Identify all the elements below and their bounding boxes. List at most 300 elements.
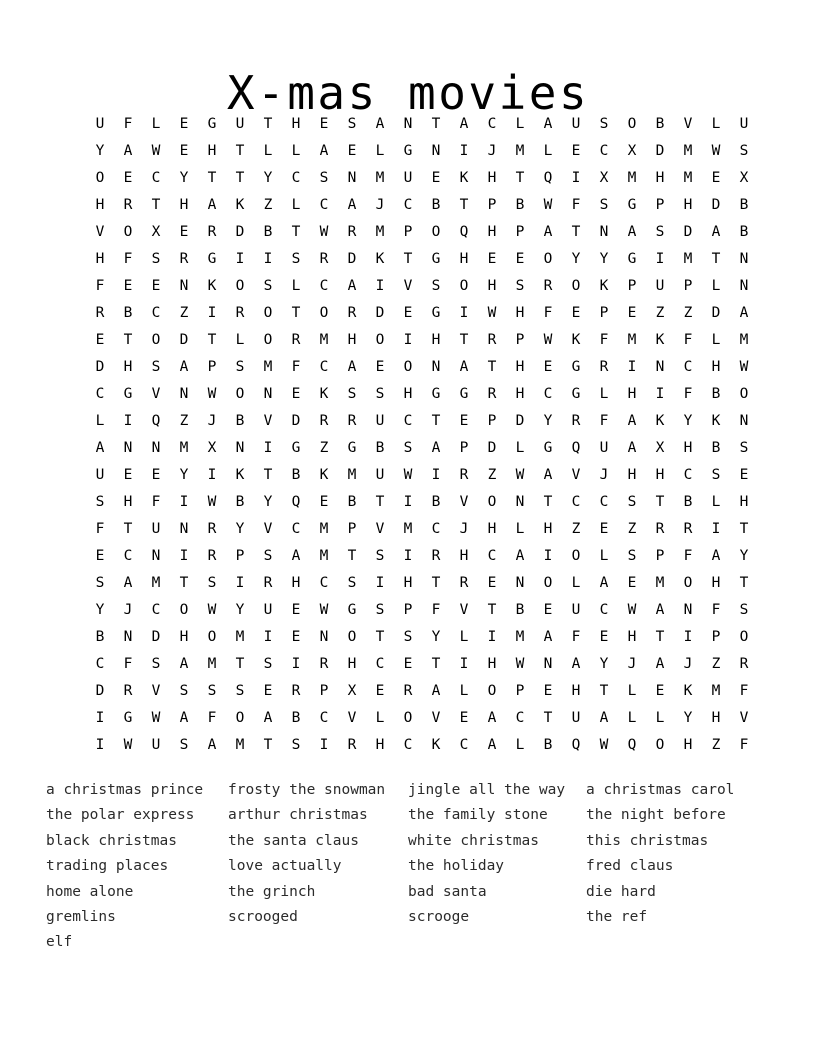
- word-list-item[interactable]: trading places: [46, 858, 169, 875]
- puzzle-cell[interactable]: D: [375, 305, 385, 321]
- puzzle-cell[interactable]: S: [599, 116, 609, 132]
- puzzle-cell[interactable]: S: [375, 386, 385, 402]
- puzzle-cell[interactable]: S: [655, 224, 665, 240]
- puzzle-cell[interactable]: S: [263, 656, 273, 672]
- puzzle-cell[interactable]: H: [403, 575, 413, 591]
- word-list-item[interactable]: a christmas prince: [46, 782, 204, 798]
- puzzle-cell[interactable]: A: [599, 710, 609, 726]
- puzzle-cell[interactable]: L: [515, 737, 525, 753]
- puzzle-cell[interactable]: I: [179, 548, 189, 564]
- puzzle-cell[interactable]: B: [515, 197, 525, 213]
- puzzle-cell[interactable]: A: [571, 656, 581, 672]
- puzzle-cell[interactable]: B: [431, 197, 441, 213]
- puzzle-cell[interactable]: T: [487, 602, 497, 618]
- puzzle-cell[interactable]: W: [403, 467, 413, 483]
- puzzle-cell[interactable]: F: [683, 548, 693, 564]
- puzzle-cell[interactable]: D: [683, 224, 693, 240]
- puzzle-cell[interactable]: M: [319, 521, 329, 537]
- puzzle-cell[interactable]: S: [151, 359, 161, 375]
- puzzle-cell[interactable]: N: [235, 440, 245, 456]
- puzzle-cell[interactable]: X: [151, 224, 161, 240]
- puzzle-cell[interactable]: L: [571, 575, 581, 591]
- puzzle-cell[interactable]: E: [431, 170, 441, 186]
- puzzle-cell[interactable]: I: [235, 251, 245, 267]
- puzzle-cell[interactable]: I: [403, 548, 413, 564]
- puzzle-cell[interactable]: S: [375, 602, 385, 618]
- puzzle-cell[interactable]: R: [123, 197, 133, 213]
- puzzle-cell[interactable]: Y: [683, 710, 693, 726]
- puzzle-cell[interactable]: W: [627, 602, 637, 618]
- puzzle-cell[interactable]: R: [347, 305, 357, 321]
- puzzle-cell[interactable]: L: [515, 116, 525, 132]
- puzzle-cell[interactable]: F: [291, 359, 301, 375]
- puzzle-cell[interactable]: R: [235, 305, 245, 321]
- puzzle-cell[interactable]: F: [571, 197, 581, 213]
- puzzle-cell[interactable]: T: [207, 332, 217, 348]
- puzzle-cell[interactable]: K: [235, 197, 245, 213]
- puzzle-cell[interactable]: H: [487, 278, 497, 294]
- puzzle-cell[interactable]: U: [571, 710, 581, 726]
- puzzle-cell[interactable]: U: [403, 170, 413, 186]
- puzzle-cell[interactable]: R: [571, 413, 581, 429]
- puzzle-cell[interactable]: S: [291, 251, 301, 267]
- puzzle-cell[interactable]: Y: [543, 413, 553, 429]
- puzzle-cell[interactable]: S: [403, 629, 413, 645]
- puzzle-cell[interactable]: H: [403, 386, 413, 402]
- puzzle-cell[interactable]: W: [543, 332, 553, 348]
- puzzle-cell[interactable]: H: [655, 170, 665, 186]
- puzzle-cell[interactable]: T: [235, 143, 245, 159]
- word-list-item[interactable]: the santa claus: [228, 832, 359, 849]
- puzzle-cell[interactable]: C: [319, 575, 329, 591]
- puzzle-cell[interactable]: R: [739, 656, 749, 672]
- puzzle-cell[interactable]: S: [263, 548, 273, 564]
- puzzle-cell[interactable]: E: [571, 305, 581, 321]
- puzzle-cell[interactable]: C: [319, 359, 329, 375]
- puzzle-cell[interactable]: M: [263, 359, 273, 375]
- puzzle-cell[interactable]: A: [179, 710, 189, 726]
- puzzle-cell[interactable]: O: [571, 278, 581, 294]
- puzzle-cell[interactable]: T: [263, 737, 273, 753]
- puzzle-cell[interactable]: T: [431, 116, 441, 132]
- puzzle-cell[interactable]: E: [291, 602, 301, 618]
- puzzle-cell[interactable]: R: [655, 521, 665, 537]
- puzzle-cell[interactable]: F: [207, 710, 217, 726]
- puzzle-cell[interactable]: J: [207, 413, 217, 429]
- puzzle-cell[interactable]: W: [543, 197, 553, 213]
- puzzle-cell[interactable]: R: [207, 521, 217, 537]
- puzzle-cell[interactable]: U: [739, 116, 749, 132]
- puzzle-cell[interactable]: T: [431, 656, 441, 672]
- puzzle-cell[interactable]: A: [179, 656, 189, 672]
- puzzle-cell[interactable]: E: [291, 386, 301, 402]
- word-list-item[interactable]: the polar express: [46, 807, 195, 824]
- puzzle-cell[interactable]: A: [207, 197, 217, 213]
- word-list-item[interactable]: gremlins: [46, 908, 116, 925]
- puzzle-cell[interactable]: Q: [543, 170, 553, 186]
- puzzle-cell[interactable]: Y: [95, 602, 105, 618]
- puzzle-cell[interactable]: I: [627, 359, 637, 375]
- puzzle-cell[interactable]: O: [403, 359, 413, 375]
- puzzle-cell[interactable]: K: [375, 251, 385, 267]
- puzzle-cell[interactable]: C: [403, 413, 413, 429]
- puzzle-cell[interactable]: H: [515, 305, 525, 321]
- puzzle-cell[interactable]: N: [123, 440, 133, 456]
- puzzle-cell[interactable]: E: [95, 548, 105, 564]
- puzzle-cell[interactable]: R: [487, 386, 497, 402]
- puzzle-cell[interactable]: H: [627, 467, 637, 483]
- puzzle-cell[interactable]: M: [711, 683, 721, 699]
- puzzle-cell[interactable]: I: [403, 494, 413, 510]
- puzzle-cell[interactable]: A: [347, 197, 357, 213]
- puzzle-cell[interactable]: H: [515, 359, 525, 375]
- puzzle-cell[interactable]: Y: [179, 467, 189, 483]
- word-list-item[interactable]: the family stone: [408, 807, 548, 824]
- puzzle-cell[interactable]: C: [151, 305, 161, 321]
- puzzle-cell[interactable]: C: [403, 197, 413, 213]
- puzzle-cell[interactable]: K: [599, 278, 609, 294]
- puzzle-cell[interactable]: J: [123, 602, 133, 618]
- puzzle-cell[interactable]: X: [347, 683, 357, 699]
- puzzle-cell[interactable]: Z: [571, 521, 581, 537]
- puzzle-cell[interactable]: L: [711, 494, 721, 510]
- puzzle-cell[interactable]: P: [207, 359, 217, 375]
- puzzle-cell[interactable]: D: [95, 683, 105, 699]
- word-list-item[interactable]: the grinch: [228, 883, 316, 900]
- puzzle-cell[interactable]: H: [291, 116, 301, 132]
- word-list-item[interactable]: arthur christmas: [228, 807, 368, 824]
- puzzle-cell[interactable]: U: [571, 602, 581, 618]
- puzzle-cell[interactable]: A: [543, 467, 553, 483]
- puzzle-cell[interactable]: G: [123, 710, 133, 726]
- puzzle-cell[interactable]: C: [487, 116, 497, 132]
- puzzle-cell[interactable]: Z: [263, 197, 273, 213]
- puzzle-cell[interactable]: R: [599, 359, 609, 375]
- puzzle-cell[interactable]: Z: [683, 305, 693, 321]
- puzzle-cell[interactable]: W: [319, 224, 329, 240]
- word-list-item[interactable]: bad santa: [408, 883, 487, 900]
- puzzle-cell[interactable]: M: [151, 575, 161, 591]
- puzzle-cell[interactable]: L: [599, 386, 609, 402]
- puzzle-cell[interactable]: I: [431, 467, 441, 483]
- puzzle-cell[interactable]: H: [627, 386, 637, 402]
- puzzle-cell[interactable]: R: [207, 548, 217, 564]
- puzzle-cell[interactable]: Y: [179, 170, 189, 186]
- puzzle-cell[interactable]: B: [235, 494, 245, 510]
- puzzle-cell[interactable]: E: [179, 116, 189, 132]
- puzzle-cell[interactable]: A: [739, 305, 749, 321]
- word-list-item[interactable]: the holiday: [408, 858, 505, 875]
- puzzle-cell[interactable]: X: [739, 170, 749, 186]
- puzzle-cell[interactable]: M: [403, 521, 413, 537]
- puzzle-cell[interactable]: O: [487, 494, 497, 510]
- puzzle-cell[interactable]: A: [543, 116, 553, 132]
- puzzle-cell[interactable]: E: [95, 332, 105, 348]
- puzzle-cell[interactable]: N: [515, 494, 525, 510]
- puzzle-cell[interactable]: H: [459, 251, 469, 267]
- puzzle-cell[interactable]: S: [207, 575, 217, 591]
- puzzle-cell[interactable]: O: [543, 575, 553, 591]
- puzzle-cell[interactable]: A: [179, 359, 189, 375]
- puzzle-cell[interactable]: F: [95, 521, 105, 537]
- puzzle-cell[interactable]: A: [347, 278, 357, 294]
- puzzle-cell[interactable]: H: [683, 440, 693, 456]
- puzzle-cell[interactable]: N: [151, 548, 161, 564]
- puzzle-cell[interactable]: V: [263, 521, 273, 537]
- puzzle-cell[interactable]: W: [207, 494, 217, 510]
- puzzle-cell[interactable]: C: [431, 521, 441, 537]
- puzzle-cell[interactable]: C: [599, 143, 609, 159]
- puzzle-cell[interactable]: E: [459, 710, 469, 726]
- puzzle-cell[interactable]: T: [235, 170, 245, 186]
- puzzle-cell[interactable]: P: [235, 548, 245, 564]
- puzzle-cell[interactable]: B: [655, 116, 665, 132]
- puzzle-cell[interactable]: G: [571, 359, 581, 375]
- puzzle-cell[interactable]: N: [151, 440, 161, 456]
- puzzle-cell[interactable]: C: [459, 737, 469, 753]
- puzzle-cell[interactable]: O: [123, 224, 133, 240]
- puzzle-cell[interactable]: I: [683, 629, 693, 645]
- puzzle-cell[interactable]: O: [319, 305, 329, 321]
- puzzle-cell[interactable]: N: [431, 359, 441, 375]
- puzzle-cell[interactable]: G: [207, 251, 217, 267]
- puzzle-cell[interactable]: F: [683, 386, 693, 402]
- puzzle-cell[interactable]: T: [207, 170, 217, 186]
- puzzle-cell[interactable]: W: [515, 467, 525, 483]
- puzzle-cell[interactable]: A: [599, 575, 609, 591]
- puzzle-cell[interactable]: L: [375, 143, 385, 159]
- puzzle-cell[interactable]: L: [599, 548, 609, 564]
- puzzle-cell[interactable]: B: [543, 737, 553, 753]
- puzzle-cell[interactable]: R: [487, 332, 497, 348]
- puzzle-cell[interactable]: T: [235, 656, 245, 672]
- puzzle-cell[interactable]: H: [711, 359, 721, 375]
- puzzle-cell[interactable]: G: [123, 386, 133, 402]
- puzzle-cell[interactable]: O: [487, 683, 497, 699]
- puzzle-cell[interactable]: S: [375, 548, 385, 564]
- puzzle-cell[interactable]: R: [319, 656, 329, 672]
- word-list-item[interactable]: jingle all the way: [408, 782, 566, 798]
- puzzle-cell[interactable]: G: [627, 251, 637, 267]
- puzzle-cell[interactable]: B: [123, 305, 133, 321]
- puzzle-cell[interactable]: M: [739, 332, 749, 348]
- puzzle-cell[interactable]: D: [655, 143, 665, 159]
- puzzle-cell[interactable]: B: [739, 224, 749, 240]
- puzzle-cell[interactable]: K: [319, 467, 329, 483]
- puzzle-cell[interactable]: D: [291, 413, 301, 429]
- puzzle-cell[interactable]: O: [263, 332, 273, 348]
- puzzle-cell[interactable]: T: [179, 575, 189, 591]
- puzzle-cell[interactable]: I: [459, 143, 469, 159]
- puzzle-cell[interactable]: Y: [599, 251, 609, 267]
- puzzle-cell[interactable]: N: [263, 386, 273, 402]
- puzzle-cell[interactable]: I: [263, 251, 273, 267]
- puzzle-cell[interactable]: W: [515, 656, 525, 672]
- puzzle-cell[interactable]: O: [571, 548, 581, 564]
- puzzle-cell[interactable]: N: [515, 575, 525, 591]
- puzzle-cell[interactable]: Z: [179, 305, 189, 321]
- puzzle-cell[interactable]: E: [739, 467, 749, 483]
- puzzle-cell[interactable]: S: [179, 737, 189, 753]
- puzzle-cell[interactable]: W: [151, 710, 161, 726]
- puzzle-cell[interactable]: H: [207, 143, 217, 159]
- puzzle-cell[interactable]: I: [459, 305, 469, 321]
- puzzle-cell[interactable]: E: [375, 683, 385, 699]
- puzzle-cell[interactable]: S: [235, 683, 245, 699]
- puzzle-cell[interactable]: E: [543, 683, 553, 699]
- puzzle-cell[interactable]: F: [123, 656, 133, 672]
- puzzle-cell[interactable]: M: [235, 629, 245, 645]
- puzzle-cell[interactable]: A: [431, 440, 441, 456]
- puzzle-cell[interactable]: E: [291, 629, 301, 645]
- puzzle-cell[interactable]: W: [599, 737, 609, 753]
- puzzle-cell[interactable]: A: [487, 737, 497, 753]
- puzzle-cell[interactable]: W: [739, 359, 749, 375]
- puzzle-cell[interactable]: O: [459, 278, 469, 294]
- puzzle-cell[interactable]: V: [459, 602, 469, 618]
- word-list-item[interactable]: home alone: [46, 883, 134, 900]
- puzzle-cell[interactable]: C: [403, 737, 413, 753]
- puzzle-cell[interactable]: H: [179, 197, 189, 213]
- puzzle-cell[interactable]: B: [263, 224, 273, 240]
- puzzle-cell[interactable]: J: [627, 656, 637, 672]
- puzzle-cell[interactable]: R: [319, 413, 329, 429]
- word-list-item[interactable]: love actually: [228, 858, 342, 875]
- puzzle-cell[interactable]: M: [207, 656, 217, 672]
- word-list-item[interactable]: scrooged: [228, 908, 298, 925]
- puzzle-cell[interactable]: T: [263, 116, 273, 132]
- puzzle-cell[interactable]: W: [123, 737, 133, 753]
- puzzle-cell[interactable]: I: [711, 521, 721, 537]
- puzzle-cell[interactable]: O: [207, 629, 217, 645]
- puzzle-cell[interactable]: E: [543, 359, 553, 375]
- puzzle-cell[interactable]: E: [627, 575, 637, 591]
- puzzle-cell[interactable]: G: [459, 386, 469, 402]
- puzzle-cell[interactable]: C: [291, 521, 301, 537]
- puzzle-cell[interactable]: N: [683, 602, 693, 618]
- puzzle-cell[interactable]: T: [291, 224, 301, 240]
- puzzle-cell[interactable]: G: [431, 386, 441, 402]
- puzzle-cell[interactable]: S: [739, 143, 749, 159]
- puzzle-cell[interactable]: A: [627, 413, 637, 429]
- puzzle-cell[interactable]: C: [319, 197, 329, 213]
- puzzle-cell[interactable]: M: [683, 143, 693, 159]
- puzzle-cell[interactable]: E: [151, 467, 161, 483]
- puzzle-cell[interactable]: I: [655, 251, 665, 267]
- puzzle-cell[interactable]: F: [123, 251, 133, 267]
- puzzle-cell[interactable]: O: [739, 629, 749, 645]
- puzzle-cell[interactable]: S: [347, 116, 357, 132]
- puzzle-cell[interactable]: I: [263, 440, 273, 456]
- puzzle-cell[interactable]: O: [347, 629, 357, 645]
- puzzle-cell[interactable]: E: [179, 224, 189, 240]
- puzzle-cell[interactable]: S: [431, 278, 441, 294]
- puzzle-cell[interactable]: N: [431, 143, 441, 159]
- puzzle-cell[interactable]: H: [487, 656, 497, 672]
- puzzle-cell[interactable]: H: [543, 521, 553, 537]
- puzzle-cell[interactable]: F: [151, 494, 161, 510]
- puzzle-cell[interactable]: P: [487, 197, 497, 213]
- puzzle-cell[interactable]: I: [179, 494, 189, 510]
- puzzle-cell[interactable]: M: [627, 332, 637, 348]
- puzzle-cell[interactable]: E: [151, 278, 161, 294]
- puzzle-cell[interactable]: M: [627, 170, 637, 186]
- puzzle-cell[interactable]: R: [179, 251, 189, 267]
- puzzle-cell[interactable]: V: [739, 710, 749, 726]
- puzzle-cell[interactable]: F: [739, 683, 749, 699]
- puzzle-cell[interactable]: Y: [263, 170, 273, 186]
- puzzle-cell[interactable]: H: [347, 656, 357, 672]
- puzzle-cell[interactable]: F: [571, 629, 581, 645]
- puzzle-cell[interactable]: O: [151, 332, 161, 348]
- puzzle-cell[interactable]: K: [207, 278, 217, 294]
- puzzle-cell[interactable]: L: [515, 440, 525, 456]
- puzzle-cell[interactable]: L: [375, 710, 385, 726]
- puzzle-cell[interactable]: A: [515, 548, 525, 564]
- puzzle-cell[interactable]: A: [459, 116, 469, 132]
- puzzle-cell[interactable]: P: [515, 224, 525, 240]
- puzzle-cell[interactable]: D: [515, 413, 525, 429]
- puzzle-cell[interactable]: S: [207, 683, 217, 699]
- puzzle-cell[interactable]: R: [291, 332, 301, 348]
- puzzle-cell[interactable]: S: [179, 683, 189, 699]
- puzzle-cell[interactable]: P: [403, 602, 413, 618]
- puzzle-cell[interactable]: S: [95, 575, 105, 591]
- puzzle-cell[interactable]: O: [95, 170, 105, 186]
- puzzle-cell[interactable]: M: [515, 629, 525, 645]
- puzzle-cell[interactable]: D: [235, 224, 245, 240]
- puzzle-cell[interactable]: R: [459, 467, 469, 483]
- puzzle-cell[interactable]: H: [683, 737, 693, 753]
- puzzle-cell[interactable]: H: [459, 548, 469, 564]
- puzzle-cell[interactable]: F: [711, 602, 721, 618]
- puzzle-cell[interactable]: G: [431, 305, 441, 321]
- puzzle-cell[interactable]: O: [683, 575, 693, 591]
- puzzle-cell[interactable]: Z: [711, 656, 721, 672]
- puzzle-cell[interactable]: C: [571, 494, 581, 510]
- puzzle-cell[interactable]: N: [319, 629, 329, 645]
- puzzle-cell[interactable]: W: [319, 602, 329, 618]
- puzzle-cell[interactable]: Z: [627, 521, 637, 537]
- puzzle-cell[interactable]: O: [739, 386, 749, 402]
- puzzle-cell[interactable]: E: [319, 494, 329, 510]
- puzzle-cell[interactable]: X: [599, 170, 609, 186]
- puzzle-cell[interactable]: T: [739, 575, 749, 591]
- puzzle-cell[interactable]: I: [375, 575, 385, 591]
- puzzle-cell[interactable]: S: [599, 197, 609, 213]
- puzzle-cell[interactable]: N: [655, 359, 665, 375]
- puzzle-cell[interactable]: S: [711, 467, 721, 483]
- puzzle-cell[interactable]: I: [319, 737, 329, 753]
- puzzle-cell[interactable]: A: [123, 143, 133, 159]
- puzzle-cell[interactable]: Y: [235, 602, 245, 618]
- puzzle-cell[interactable]: H: [487, 521, 497, 537]
- puzzle-cell[interactable]: V: [571, 467, 581, 483]
- word-list-item[interactable]: the ref: [586, 908, 648, 925]
- puzzle-cell[interactable]: B: [235, 413, 245, 429]
- puzzle-cell[interactable]: T: [655, 629, 665, 645]
- puzzle-cell[interactable]: M: [375, 170, 385, 186]
- puzzle-cell[interactable]: I: [403, 332, 413, 348]
- puzzle-cell[interactable]: M: [179, 440, 189, 456]
- puzzle-cell[interactable]: B: [375, 440, 385, 456]
- puzzle-cell[interactable]: C: [95, 386, 105, 402]
- puzzle-cell[interactable]: A: [207, 737, 217, 753]
- puzzle-cell[interactable]: P: [683, 278, 693, 294]
- puzzle-cell[interactable]: X: [655, 440, 665, 456]
- puzzle-cell[interactable]: Y: [95, 143, 105, 159]
- puzzle-cell[interactable]: I: [207, 467, 217, 483]
